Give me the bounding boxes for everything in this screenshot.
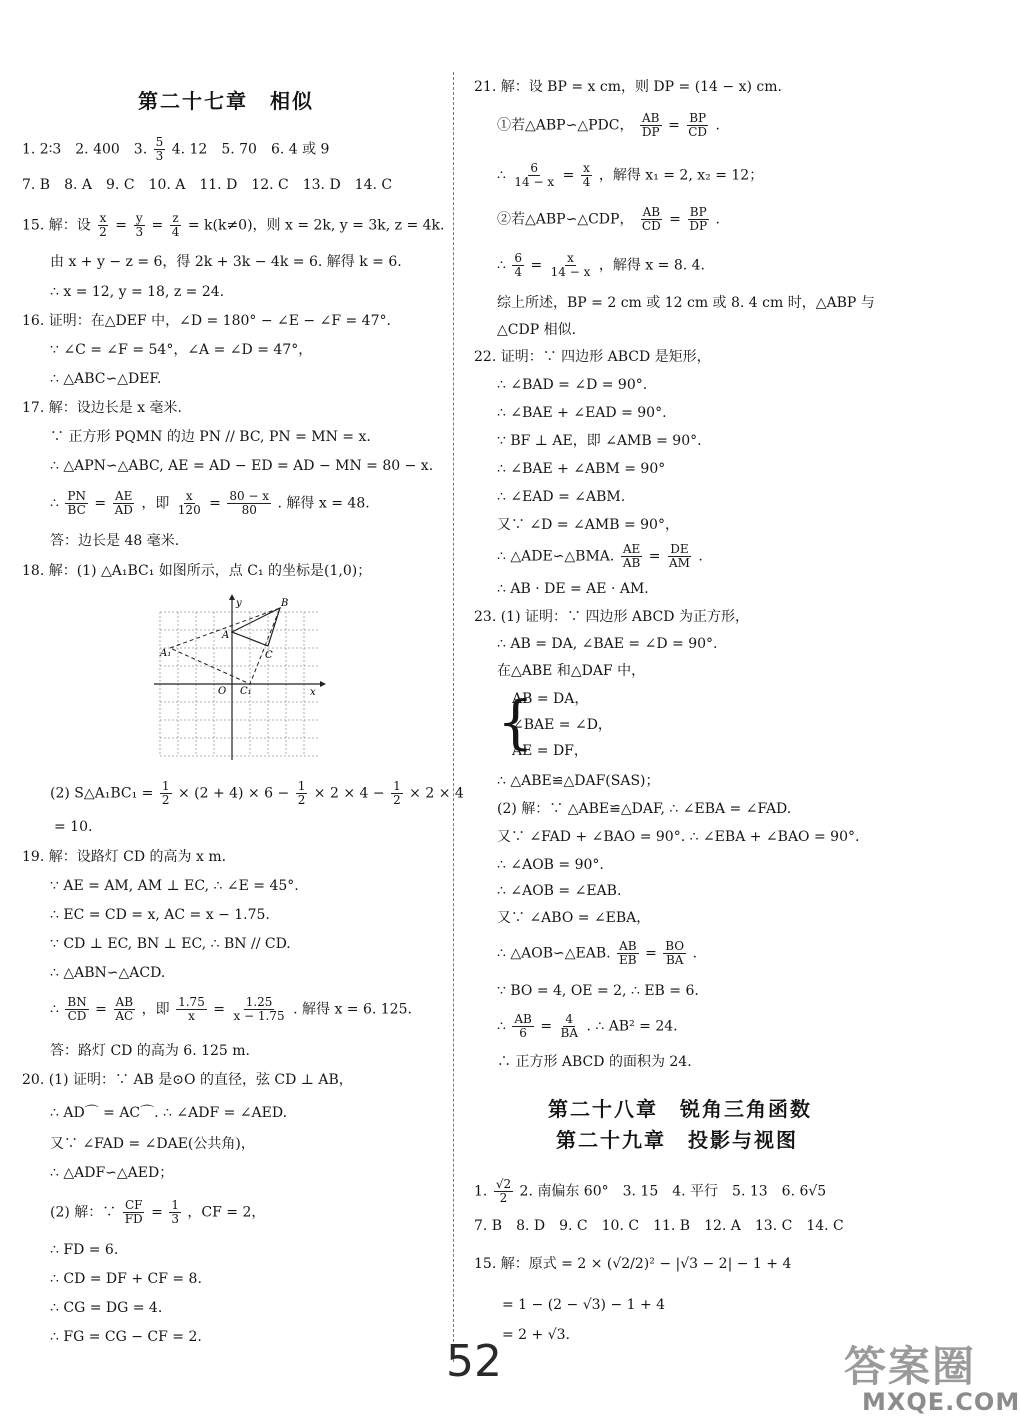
answer-line: ∴ AB · DE = AE · AM. — [497, 581, 649, 597]
answer-line: = 10. — [54, 819, 93, 835]
answer-line: ∴ x = 12, y = 18, z = 24. — [50, 284, 225, 300]
answer-line: ②若△ABP∽△CDP， $\frac{AB}{CD}$ = $\frac{BP}{DP}$ . — [497, 205, 720, 233]
triangle-a1bc1 — [170, 608, 280, 684]
answer-line: AB = DA， — [512, 691, 589, 707]
answer-line: ∴ AD⌒ = AC⌒. ∴ ∠ADF = ∠AED. — [50, 1105, 288, 1121]
chapter-29-title: 第二十九章 投影与视图 — [556, 1128, 798, 1152]
answer-line: ∵ AE = AM, AM ⊥ EC, ∴ ∠E = 45°. — [50, 878, 299, 894]
answer-line: (2) 解：∵ △ABE≌△DAF, ∴ ∠EBA = ∠FAD. — [497, 801, 792, 817]
answer-line: = 1 − (2 − √3) − 1 + 4 — [502, 1297, 666, 1313]
answer-line: 答：路灯 CD 的高为 6. 125 m. — [50, 1043, 250, 1059]
answer-line: 15. 解：设 $\frac{x}{2}$ = $\frac{y}{3}$ = $\frac{z}{4}$ = k(k≠0)，则 x = 2k, y = 3k, z = 4k. — [22, 211, 445, 239]
answer-line: ∴ ∠BAE + ∠EAD = 90°. — [497, 405, 667, 421]
triangle-abc — [232, 608, 280, 646]
answer-line: ∴ △ABE≌△DAF(SAS)； — [497, 773, 660, 789]
answer-line: ∴ △APN∽△ABC, AE = AD − ED = AD − MN = 80 − x. — [50, 458, 434, 474]
answer-line: ∴ ∠EAD = ∠ABM. — [497, 489, 626, 505]
answer-line: ∵ 正方形 PQMN 的边 PN // BC, PN = MN = x. — [50, 429, 371, 445]
answer-line: △CDP 相似. — [497, 322, 577, 338]
answer-line: 23. (1) 证明：∵ 四边形 ABCD 为正方形， — [474, 609, 749, 625]
answer-line: (2) S△A₁BC₁ = $\frac{1}{2}$ × (2 + 4) × 6 − $\frac{1}{2}$ × 2 × 4 − $\frac{1}{2}$ × 2 × 4 — [50, 779, 464, 807]
answer-line: ∴ FD = 6. — [50, 1242, 119, 1258]
graph-label-a1: A₁ — [160, 648, 172, 659]
answer-line: ∴ FG = CG − CF = 2. — [50, 1329, 202, 1345]
answer-line: 又∵ ∠D = ∠AMB = 90°， — [497, 517, 679, 533]
graph-label-c: C — [265, 650, 273, 661]
watermark-text: 答案圈 — [844, 1342, 977, 1391]
answer-line: 答：边长是 48 毫米. — [50, 533, 180, 549]
answer-line: ∴ ∠AOB = ∠EAB. — [497, 883, 622, 899]
fraction: $\frac{5}{3}$ — [155, 135, 164, 163]
graph-label-b: B — [281, 598, 289, 609]
chapter-27-title: 第二十七章 相似 — [138, 89, 314, 113]
answer-line: ∴ $\frac{AB}{6}$ = $\frac{4}{BA}$ . ∴ AB² = 24. — [497, 1012, 678, 1040]
answer-line: ∴ CD = DF + CF = 8. — [50, 1271, 202, 1287]
answer-line: 20. (1) 证明：∵ AB 是⊙O 的直径，弦 CD ⊥ AB， — [22, 1072, 353, 1088]
answer-line: ∴ AB = DA, ∠BAE = ∠D = 90°. — [497, 636, 718, 652]
answer-line: ∵ CD ⊥ EC, BN ⊥ EC, ∴ BN // CD. — [50, 936, 291, 952]
answer-line: ①若△ABP∽△PDC， $\frac{AB}{DP}$ = $\frac{BP}{CD}$ . — [497, 111, 720, 139]
y-axis-arrow — [229, 594, 235, 600]
chapter-28-title: 第二十八章 锐角三角函数 — [548, 1097, 812, 1121]
answer-line: ∠BAE = ∠D， — [512, 717, 612, 733]
answer-line: ∴ ∠AOB = 90°. — [497, 857, 604, 873]
answer-line: ∴ $\frac{PN}{BC}$ = $\frac{AE}{AD}$ ，即 $\frac{x}{120}$ = $\frac{80 - x}{80}$ . 解得 x = 48. — [50, 489, 370, 517]
graph-label-origin: O — [218, 686, 227, 697]
watermark-logo — [844, 1334, 1020, 1424]
answer-line: 1. $\frac{√2}{2}$ 2. 南偏东 60° 3. 15 4. 平行 5. 13 6. 6√5 — [474, 1177, 827, 1205]
x-axis-arrow — [320, 681, 326, 687]
answer-line: ∴ $\frac{BN}{CD}$ = $\frac{AB}{AC}$ ，即 $\frac{1.75}{x}$ = $\frac{1.25}{x - 1.75}$ . 解得 x = 6. 125. — [50, 995, 412, 1023]
graph-label-c1: C₁ — [240, 686, 252, 697]
answer-line: ∴ △AOB∽△EAB. $\frac{AB}{EB}$ = $\frac{BO}{BA}$ . — [497, 939, 698, 967]
answer-line: 综上所述，BP = 2 cm 或 12 cm 或 8. 4 cm 时，△ABP 与 — [497, 295, 875, 311]
answer-line: 16. 证明：在△DEF 中，∠D = 180° − ∠E − ∠F = 47°. — [22, 313, 391, 329]
page-number: 52 — [446, 1336, 502, 1387]
answer-line: 22. 证明：∵ 四边形 ABCD 是矩形， — [474, 349, 711, 365]
watermark-url: MXQE.COM — [862, 1388, 1020, 1416]
answer-line: 又∵ ∠ABO = ∠EBA， — [497, 910, 651, 926]
answer-line: ∴ 正方形 ABCD 的面积为 24. — [497, 1054, 692, 1070]
graph-label-y: y — [236, 598, 242, 609]
answer-line: 又∵ ∠FAD = ∠DAE(公共角)， — [50, 1136, 255, 1152]
answer-line: 15. 解：原式 = 2 × (√2/2)² − |√3 − 2| − 1 + 4 — [474, 1256, 792, 1272]
answer-line: 21. 解：设 BP = x cm，则 DP = (14 − x) cm. — [474, 79, 782, 95]
answer-line: ∴ $\frac{6}{14 - x}$ = $\frac{x}{4}$ ，解得 x₁ = 2, x₂ = 12； — [497, 161, 764, 189]
answer-line: ∴ EC = CD = x, AC = x − 1.75. — [50, 907, 270, 923]
answer-line: (2) 解：∵ $\frac{CF}{FD}$ = $\frac{1}{3}$ ，CF = 2， — [50, 1198, 266, 1226]
answer-line: ∴ △ADE∽△BMA. $\frac{AE}{AB}$ = $\frac{DE}{AM}$ . — [497, 542, 703, 570]
answer-line: AE = DF， — [512, 743, 588, 759]
answer-line: 7. B 8. D 9. C 10. C 11. B 12. A 13. C 14. C — [474, 1218, 844, 1234]
answer-line: ∴ CG = DG = 4. — [50, 1300, 163, 1316]
answer-line: 在△ABE 和△DAF 中， — [497, 663, 646, 679]
answer-line: ∵ BO = 4, OE = 2, ∴ EB = 6. — [497, 983, 699, 999]
graph-label-x: x — [310, 687, 316, 698]
answer-line: ∴ ∠BAE + ∠ABM = 90° — [497, 461, 666, 477]
graph-label-a: A — [222, 630, 230, 641]
answer-line: ∴ △ABC∽△DEF. — [50, 371, 162, 387]
column-divider — [453, 72, 454, 1362]
answer-line: ∵ BF ⊥ AE，即 ∠AMB = 90°. — [497, 433, 702, 449]
answer-line: ∴ △ADF∽△AED； — [50, 1165, 174, 1181]
answer-line: ∴ $\frac{6}{4}$ = $\frac{x}{14 - x}$ ，解得 x = 8. 4. — [497, 251, 705, 279]
answer-line: 17. 解：设边长是 x 毫米. — [22, 400, 182, 416]
answer-line: 19. 解：设路灯 CD 的高为 x m. — [22, 849, 227, 865]
coordinate-grid-figure — [150, 594, 330, 764]
answer-line: 7. B 8. A 9. C 10. A 11. D 12. C 13. D 14. C — [22, 177, 393, 193]
answer-line: ∵ ∠C = ∠F = 54°，∠A = ∠D = 47°， — [50, 342, 313, 358]
answer-line: 又∵ ∠FAD + ∠BAO = 90°. ∴ ∠EBA + ∠BAO = 90°. — [497, 829, 860, 845]
answer-line: ∴ ∠BAD = ∠D = 90°. — [497, 377, 648, 393]
answer-line: 1. 2∶3 2. 400 3. $\frac{5}{3}$ 4. 12 5. 70 6. 4 或 9 — [22, 135, 330, 163]
answer-line: = 2 + √3. — [502, 1327, 570, 1343]
system-brace: { — [497, 688, 534, 756]
answer-line: ∴ △ABN∽△ACD. — [50, 965, 166, 981]
answer-line: 18. 解：(1) △A₁BC₁ 如图所示，点 C₁ 的坐标是(1,0)； — [22, 563, 372, 579]
answer-line: 由 x + y − z = 6，得 2k + 3k − 4k = 6. 解得 k = 6. — [50, 254, 402, 270]
